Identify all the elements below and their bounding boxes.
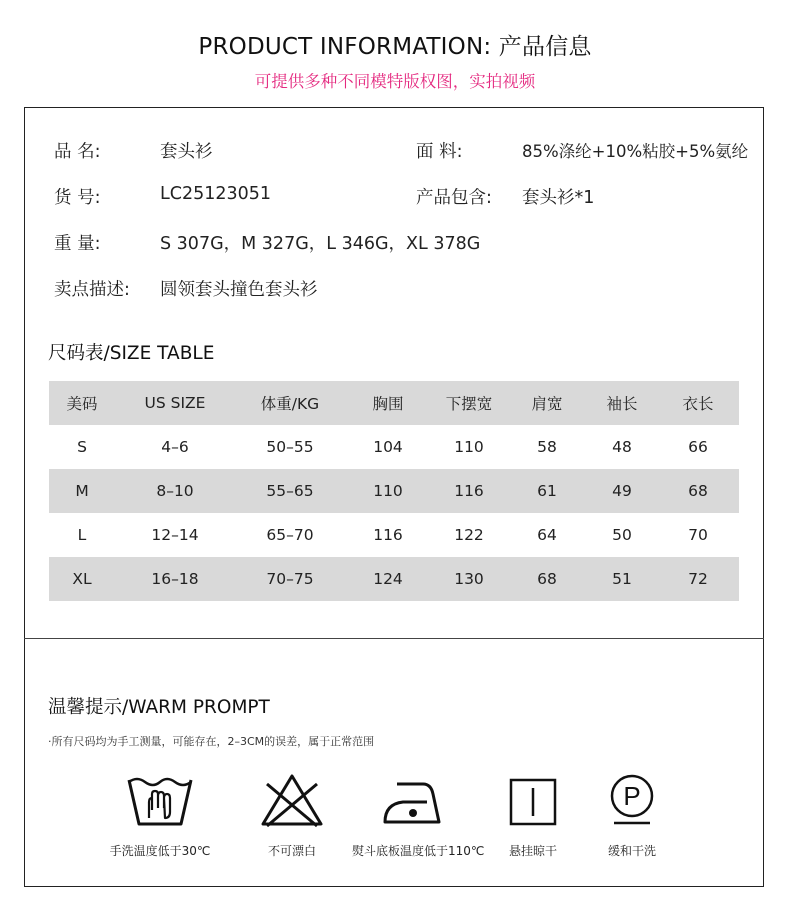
table-cell: 16–18 [115, 557, 235, 601]
care-item-no-bleach [232, 772, 352, 859]
size-table-header [49, 381, 739, 425]
no-bleach-icon [259, 772, 325, 828]
table-cell: 104 [373, 438, 403, 456]
table-cell: 55–65 [235, 469, 345, 513]
table-cell: 110 [345, 469, 431, 513]
table-cell: 70–75 [235, 557, 345, 601]
table-cell: 72 [657, 557, 739, 601]
table-cell: M [49, 469, 115, 513]
col-header: 下摆宽 [431, 381, 507, 425]
fabric-value: 85%涤纶+10%粘胶+5%氨纶 [522, 142, 749, 161]
care-item-dry-clean [572, 772, 692, 859]
sku-value: LC25123051 [160, 184, 272, 204]
table-cell: S [77, 438, 87, 456]
table-cell: 49 [587, 469, 657, 513]
page-subtitle: 可提供多种不同模特版权图，实拍视频 [254, 72, 536, 91]
care-label: 熨斗底板温度低于110℃ [352, 844, 485, 858]
care-label: 不可漂白 [267, 844, 316, 858]
table-cell: 8–10 [115, 469, 235, 513]
col-header: US SIZE [115, 381, 235, 425]
svg-text:P: P [623, 781, 641, 811]
table-cell: 51 [587, 557, 657, 601]
care-label: 手洗温度低于30℃ [109, 844, 211, 858]
table-cell: 116 [373, 526, 403, 544]
table-cell: 50–55 [266, 438, 314, 456]
table-cell: L [77, 526, 87, 544]
table-row [49, 557, 739, 601]
table-row [49, 513, 739, 557]
name-label: 品 名: [54, 142, 101, 162]
care-item-hand-wash [100, 772, 220, 859]
table-cell: 70 [688, 526, 708, 544]
table-cell: 65–70 [266, 526, 314, 544]
col-header: 体重/KG [235, 381, 345, 425]
table-row [49, 425, 739, 469]
care-item-iron [352, 772, 485, 859]
col-header: 袖长 [587, 381, 657, 425]
table-cell: 48 [612, 438, 632, 456]
table-cell: 130 [431, 557, 507, 601]
table-cell: 64 [537, 526, 557, 544]
table-cell: 124 [345, 557, 431, 601]
iron-icon [379, 772, 445, 828]
table-cell: 12–14 [151, 526, 199, 544]
desc-label: 卖点描述: [54, 280, 130, 300]
weight-label: 重 量: [54, 234, 101, 254]
line-dry-icon [500, 772, 566, 828]
care-label: 缓和干洗 [607, 844, 656, 858]
fabric-label: 面 料: [416, 142, 463, 162]
care-label: 悬挂晾干 [508, 844, 557, 858]
table-cell: 116 [431, 469, 507, 513]
includes-label: 产品包含: [416, 188, 492, 208]
table-cell: 50 [612, 526, 632, 544]
warm-prompt-title: 温馨提示/WARM PROMPT [48, 697, 270, 718]
table-cell: 4–6 [161, 438, 189, 456]
col-header: 美码 [49, 381, 115, 425]
col-header: 衣长 [657, 381, 739, 425]
table-cell: XL [49, 557, 115, 601]
dry-clean-p-icon [599, 772, 665, 828]
table-row [49, 469, 739, 513]
col-header: 胸围 [345, 381, 431, 425]
table-cell: 58 [537, 438, 557, 456]
table-cell: 66 [688, 438, 708, 456]
table-cell: 110 [454, 438, 484, 456]
desc-value: 圆领套头撞色套头衫 [160, 280, 318, 300]
name-value: 套头衫 [160, 142, 213, 162]
table-cell: 68 [657, 469, 739, 513]
col-header: 肩宽 [507, 381, 587, 425]
section-divider [24, 638, 764, 639]
sku-label: 货 号: [54, 188, 101, 208]
table-cell: 61 [507, 469, 587, 513]
table-cell: 68 [507, 557, 587, 601]
page-title: PRODUCT INFORMATION: 产品信息 [198, 34, 592, 60]
size-table [49, 381, 739, 601]
measurement-note: ·所有尺码均为手工测量，可能存在，2–3CM的误差，属于正常范围 [48, 735, 375, 748]
weight-value: S 307G，M 327G，L 346G，XL 378G [160, 234, 481, 254]
includes-value: 套头衫*1 [522, 188, 595, 208]
hand-wash-icon [125, 772, 195, 828]
size-table-title: 尺码表/SIZE TABLE [48, 343, 215, 364]
table-cell: 122 [454, 526, 484, 544]
